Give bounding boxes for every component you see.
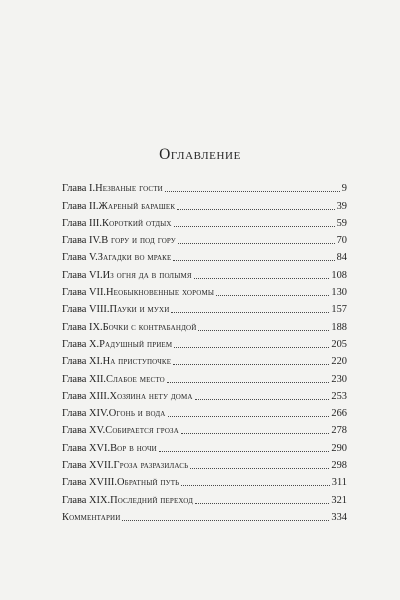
toc-chapter-number: Глава XV. xyxy=(62,425,106,437)
dot-leader xyxy=(171,312,329,313)
toc-page-number: 298 xyxy=(331,460,347,472)
toc-chapter-number: Глава V. xyxy=(62,252,98,264)
dot-leader xyxy=(174,347,329,348)
toc-chapter-number: Глава VIII. xyxy=(62,304,110,316)
toc-page-number: 220 xyxy=(331,356,347,368)
toc-entry xyxy=(62,299,347,316)
toc-entry xyxy=(62,178,347,195)
toc-chapter-number: Глава XIII. xyxy=(62,390,110,402)
toc-page-number: 266 xyxy=(331,408,347,420)
toc-chapter-number: Глава I. xyxy=(62,183,96,195)
toc-chapter-number: Глава II. xyxy=(62,200,99,212)
toc-chapter-title: Гроза разразилась xyxy=(113,460,189,472)
toc-chapter-title: Обратный путь xyxy=(117,477,180,489)
toc-page-number: 290 xyxy=(331,442,347,454)
toc-chapter-title: Бочки с контрабандой xyxy=(102,321,197,333)
toc-chapter-title: Слабое место xyxy=(106,373,165,385)
toc-chapter-number: Глава VI. xyxy=(62,269,103,281)
toc-page-number: 84 xyxy=(336,252,347,264)
toc-chapter-number: Глава XVI. xyxy=(62,442,111,454)
toc-chapter-title: На приступочке xyxy=(102,356,172,368)
toc-page-number: 70 xyxy=(336,235,347,247)
toc-page-number: 108 xyxy=(331,269,347,281)
toc-title: Оглавление xyxy=(159,146,241,163)
toc-page-number: 157 xyxy=(331,304,347,316)
dot-leader xyxy=(122,520,329,521)
toc-chapter-title: Огонь и вода xyxy=(108,408,166,420)
toc-chapter-number: Глава III. xyxy=(62,217,102,229)
toc-entry xyxy=(62,195,347,212)
toc-page-number: 253 xyxy=(331,390,347,402)
toc-page-number: 321 xyxy=(331,494,347,506)
dot-leader xyxy=(194,278,330,279)
toc-entry xyxy=(62,282,347,299)
toc-chapter-title: Короткий отдых xyxy=(101,217,172,229)
dot-leader xyxy=(216,295,329,296)
dot-leader xyxy=(198,330,329,331)
toc-entry xyxy=(62,437,347,454)
toc-entry xyxy=(62,403,347,420)
dot-leader xyxy=(195,503,329,504)
toc-chapter-title: Хозяина нету дома xyxy=(109,390,193,402)
toc-entry xyxy=(62,368,347,385)
toc-chapter-title: Пауки и мухи xyxy=(109,304,170,316)
toc-entry xyxy=(62,316,347,333)
toc-entry xyxy=(62,213,347,230)
toc-chapter-number: Глава XIV. xyxy=(62,408,109,420)
dot-leader xyxy=(167,382,330,383)
toc-chapter-title: Незваные гости xyxy=(95,183,163,195)
toc-chapter-title: Из огня да в полымя xyxy=(102,269,192,281)
toc-chapter-number: Глава XI. xyxy=(62,356,103,368)
toc-page-number: 278 xyxy=(331,425,347,437)
toc-chapter-title: Жареный барашек xyxy=(98,200,176,212)
toc-page-number: 130 xyxy=(331,287,347,299)
toc-chapter-number: Глава VII. xyxy=(62,287,107,299)
toc-entry xyxy=(62,472,347,489)
toc-chapter-number: Глава XII. xyxy=(62,373,107,385)
toc-entry xyxy=(62,351,347,368)
toc-chapter-number: Глава IX. xyxy=(62,321,103,333)
toc-entry xyxy=(62,420,347,437)
toc-chapter-title: Последний переход xyxy=(110,494,194,506)
toc-page-number: 39 xyxy=(336,200,347,212)
toc-chapter-number: Глава XVIII. xyxy=(62,477,117,489)
toc-chapter-number: Глава IV. xyxy=(62,235,102,247)
toc-page-number: 230 xyxy=(331,373,347,385)
toc-entry xyxy=(62,455,347,472)
toc-entry xyxy=(62,507,347,524)
toc-chapter-title: Вор в ночи xyxy=(110,442,157,454)
toc-list xyxy=(62,178,347,524)
dot-leader xyxy=(165,191,340,192)
toc-entry xyxy=(62,247,347,264)
dot-leader xyxy=(190,468,329,469)
toc-page-number: 311 xyxy=(331,477,347,489)
dot-leader xyxy=(181,485,329,486)
dot-leader xyxy=(168,416,330,417)
toc-page-number: 9 xyxy=(341,183,347,195)
toc-chapter-number: Глава X. xyxy=(62,338,100,350)
toc-entry xyxy=(62,386,347,403)
toc-chapter-title: Комментарии xyxy=(62,511,121,523)
dot-leader xyxy=(178,243,335,244)
toc-entry xyxy=(62,264,347,281)
toc-page-number: 205 xyxy=(331,338,347,350)
toc-chapter-number: Глава XVII. xyxy=(62,460,114,472)
toc-chapter-title: Собирается гроза xyxy=(105,425,179,437)
toc-chapter-number: Глава XIX. xyxy=(62,494,111,506)
toc-chapter-title: В гору и под гору xyxy=(101,235,176,247)
dot-leader xyxy=(159,451,330,452)
dot-leader xyxy=(173,260,334,261)
toc-entry xyxy=(62,230,347,247)
toc-page-number: 188 xyxy=(331,321,347,333)
dot-leader xyxy=(174,226,335,227)
toc-entry xyxy=(62,334,347,351)
toc-chapter-title: Загадки во мраке xyxy=(97,252,172,264)
dot-leader xyxy=(177,209,334,210)
toc-page-number: 334 xyxy=(331,511,347,523)
dot-leader xyxy=(195,399,330,400)
toc-entry xyxy=(62,489,347,506)
dot-leader xyxy=(181,433,329,434)
dot-leader xyxy=(173,364,329,365)
toc-chapter-title: Радушный прием xyxy=(99,338,173,350)
toc-page-number: 59 xyxy=(336,217,347,229)
toc-chapter-title: Необыкновенные хоромы xyxy=(106,287,215,299)
